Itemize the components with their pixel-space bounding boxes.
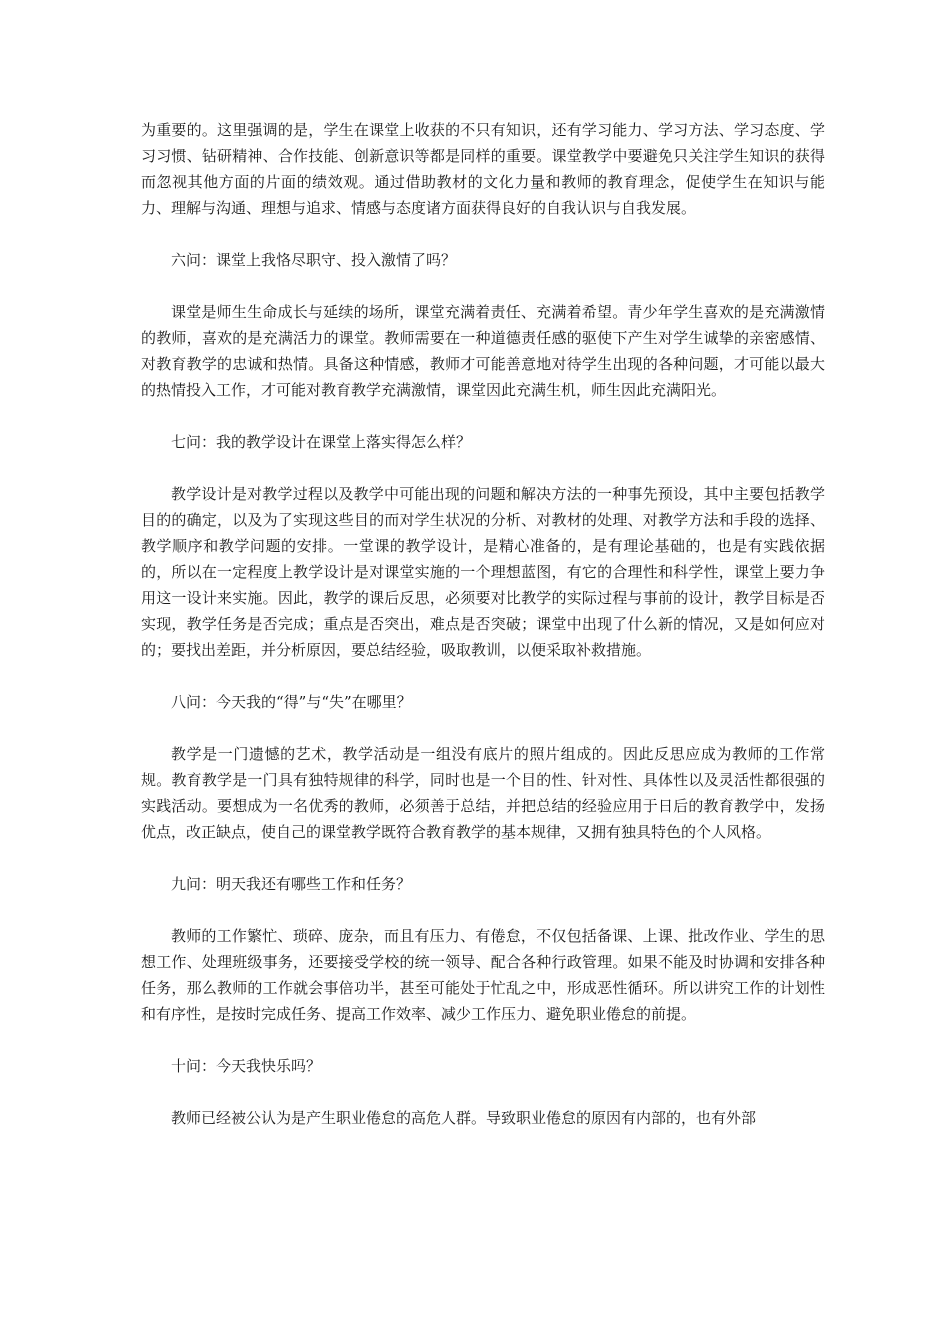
paragraph-question-6: 课堂是师生生命成长与延续的场所，课堂充满着责任、充满着希望。青少年学生喜欢的是充满激情的教师，喜欢的是充满活力的课堂。教师需要在一种道德责任感的驱使下产生对学生诚挚的亲密感情、对教育教学的忠诚和热情。具备这种情感，教师才可能善意地对待学生出现的各种问题，才可能以最大的热情投入工作，才可能对教育教学充满激情，课堂因此充满生机，师生因此充满阳光。 — [141, 303, 825, 399]
paragraph-question-7: 教学设计是对教学过程以及教学中可能出现的问题和解决方法的一种事先预设，其中主要包括教学目的的确定，以及为了实现这些目的而对学生状况的分析、对教材的处理、对教学方法和手段的选择、教学顺序和教学问题的安排。一堂课的教学设计，是精心准备的，是有理论基础的，也是有实践依据的，所以在一定程度上教学设计是对课堂实施的一个理想蓝图，有它的合理性和科学性，课堂上要力争用这一设计来实施。因此，教学的课后反思，必须要对比教学的实际过程与事前的设计，教学目标是否实现，教学任务是否完成；重点是否突出，难点是否突破；课堂中出现了什么新的情况，又是如何应对的；要找出差距，并分析原因，要总结经验，吸取教训，以便采取补救措施。 — [141, 485, 825, 659]
question-heading-8: 八问：今天我的“得”与“失”在哪里？ — [171, 693, 412, 711]
paragraph-question-9: 教师的工作繁忙、琐碎、庞杂，而且有压力、有倦怠，不仅包括备课、上课、批改作业、学生的思想工作、处理班级事务，还要接受学校的统一领导、配合各种行政管理。如果不能及时协调和安排各种任务，那么教师的工作就会事倍功半，甚至可能处于忙乱之中，形成恶性循环。所以讲究工作的计划性和有序性，是按时完成任务、提高工作效率、减少工作压力、避免职业倦怠的前提。 — [141, 927, 825, 1023]
question-heading-6: 六问：课堂上我恪尽职守、投入激情了吗？ — [171, 251, 457, 269]
paragraph-continuation: 为重要的。这里强调的是，学生在课堂上收获的不只有知识，还有学习能力、学习方法、学习态度、学习习惯、钻研精神、合作技能、创新意识等都是同样的重要。课堂教学中要避免只关注学生知识的获得而忽视其他方面的片面的绩效观。通过借助教材的文化力量和教师的教育理念，促使学生在知识与能力、理解与沟通、理想与追求、情感与态度诸方面获得良好的自我认识与自我发展。 — [141, 121, 825, 217]
question-heading-10: 十问：今天我快乐吗？ — [171, 1057, 322, 1075]
paragraph-question-8: 教学是一门遗憾的艺术，教学活动是一组没有底片的照片组成的。因此反思应成为教师的工作常规。教育教学是一门具有独特规律的科学，同时也是一个目的性、针对性、具体性以及灵活性都很强的实践活动。要想成为一名优秀的教师，必须善于总结，并把总结的经验应用于日后的教育教学中，发扬优点，改正缺点，使自己的课堂教学既符合教育教学的基本规律，又拥有独具特色的个人风格。 — [141, 745, 825, 841]
document-page — [141, 117, 825, 1157]
paragraph-question-10: 教师已经被公认为是产生职业倦怠的高危人群。导致职业倦怠的原因有内部的，也有外部 — [171, 1109, 757, 1127]
question-heading-9: 九问：明天我还有哪些工作和任务？ — [171, 875, 412, 893]
question-heading-7: 七问：我的教学设计在课堂上落实得怎么样？ — [171, 433, 472, 451]
